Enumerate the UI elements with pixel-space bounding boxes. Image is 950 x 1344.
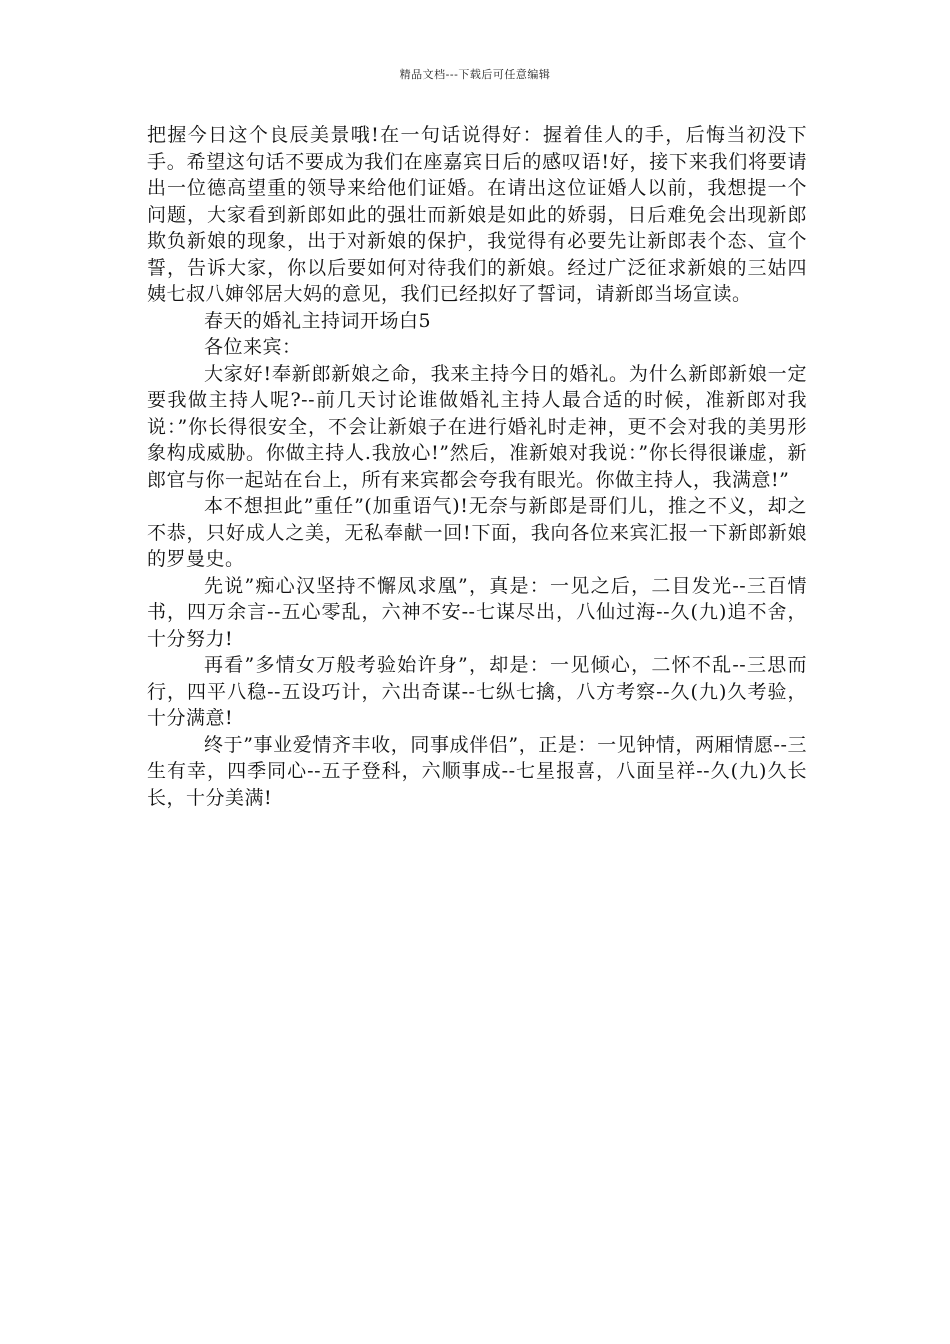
paragraph-opening: 大家好!奉新郎新娘之命，我来主持今日的婚礼。为什么新郎新娘一定要我做主持人呢?--前几天讨论谁做婚礼主持人最合适的时候，准新郎对我说：”你长得很安全，不会让新娘子在进行婚礼时走神，更不会对我的美男形象构成威胁。你做主持人.我放心!”然后，准新娘对我说：”你长得很谦虚，新郎官与你一起站在台上，所有来宾都会夸我有眼光。你做主持人，我满意!”	[147, 362, 807, 491]
page-header: 精品文档---下载后可任意编辑	[399, 68, 551, 81]
section-heading: 春天的婚礼主持词开场白5	[204, 309, 432, 332]
document-body	[147, 122, 807, 811]
paragraph-bride-story: 再看”多情女万般考验始许身”，却是：一见倾心，二怀不乱--三思而行，四平八稳--五设巧计，六出奇谋--七纵七擒，八方考察--久(九)久考验，十分满意!	[147, 654, 807, 729]
paragraph-duty: 本不想担此”重任”(加重语气)!无奈与新郎是哥们儿，推之不义，却之不恭，只好成人之美，无私奉献一回!下面，我向各位来宾汇报一下新郎新娘的罗曼史。	[147, 495, 807, 570]
paragraph-conclusion: 终于”事业爱情齐丰收，同事成伴侣”，正是：一见钟情，两厢情愿--三生有幸，四季同心--五子登科，六顺事成--七星报喜，八面呈祥--久(九)久长长，十分美满!	[147, 733, 807, 809]
paragraph-groom-story: 先说”痴心汉坚持不懈凤求凰”，真是：一见之后，二目发光--三百情书，四万余言--五心零乱，六神不安--七谋尽出，八仙过海--久(九)追不舍，十分努力!	[147, 574, 807, 650]
salutation: 各位来宾：	[204, 336, 302, 358]
paragraph-continuation: 把握今日这个良辰美景哦!在一句话说得好：握着佳人的手，后悔当初没下手。希望这句话不要成为我们在座嘉宾日后的感叹语!好，接下来我们将要请出一位德高望重的领导来给他们证婚。在请出这位证婚人以前，我想提一个问题，大家看到新郎如此的强壮而新娘是如此的娇弱，日后难免会出现新郎欺负新娘的现象，出于对新娘的保护，我觉得有必要先让新郎表个态、宣个誓，告诉大家，你以后要如何对待我们的新娘。经过广泛征求新娘的三姑四姨七叔八婶邻居大妈的意见，我们已经拟好了誓词，请新郎当场宣读。	[147, 124, 807, 305]
